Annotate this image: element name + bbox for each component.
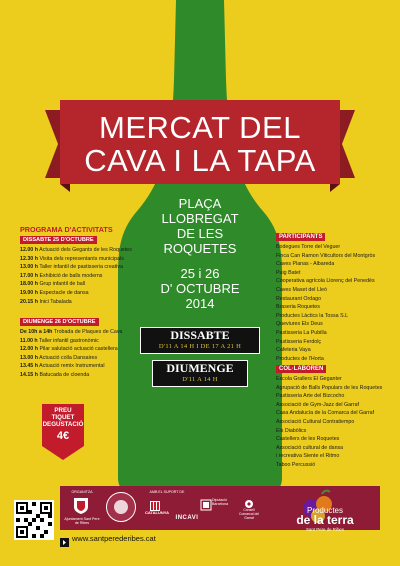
program-heading: PROGRAMA D'ACTIVITATS [20,225,113,234]
activity-time: 13.00 h [20,354,38,361]
participant-item: Caves Maset del Lleó [276,286,327,293]
productes-line-2: de la terra [296,513,354,527]
date-line-3: 2014 [185,296,215,311]
activity-item [20,345,122,354]
ticket-price: 4€ [56,429,70,442]
sunday-hours-box [152,360,248,387]
participant-item: Cooperativa agrícola Llorenç del Penedès [276,278,375,285]
collaborator-item: Castellers de les Roquetes [276,436,340,443]
location-line-3: DE LES [176,226,224,241]
activity-time: 12.00 h [20,346,38,353]
collaborator-item: Associació cultural de dansa [276,444,344,451]
roquetes-emblem-icon [106,492,136,522]
activity-text: Actuació dels Gegants de les Roquetes [37,247,132,253]
date-line-2: D' OCTUBRE [160,281,240,296]
garraf-icon [244,496,254,506]
productes-line-3: Sant Pere de Ribes [305,527,345,532]
diputacio-label: Diputació Barcelona [212,498,229,506]
link-arrow-icon [60,534,69,543]
saturday-label: DISSABTE [170,328,230,342]
productes-terra-logo [268,492,380,536]
ticket-line-1: PREU [54,407,72,414]
activity-text: Actuació remix Instrumental [37,363,105,370]
productes-line-1: Productes [306,506,344,515]
activity-text: Taller infantil gastronòmic [37,337,99,344]
activity-item [20,354,122,363]
collaborator-item: i recreativa Siente el Ritmo [276,453,340,460]
activity-item [20,280,132,289]
activity-time: 12.30 h [20,255,38,262]
activity-time: 14.15 h [20,371,38,378]
participants-list [276,243,375,363]
activity-text: Trobada de Plaques de Cava [52,329,123,335]
suport-label: AMB EL SUPORT DE [149,490,185,494]
activity-time: De 10h a 14h [20,329,53,335]
title-line-1: MERCAT DEL [99,110,301,145]
participant-item: Caves Planas - Albareda [276,261,335,268]
activity-text: Exhibició de balls moderns [37,272,103,279]
website-link[interactable]: www.santperederibes.cat [72,534,156,543]
participant-item: Braseria Roquetes [276,304,320,311]
activity-item [20,362,122,371]
garraf-label: Consell Comarcal del Garraf [239,508,259,520]
collaborator-item: Associació de Gym-Jazz del Garraf [276,401,360,408]
ticket-line-3: DEGUSTACIÓ [42,421,84,429]
date-line-1: 25 i 26 [180,266,220,281]
collaborator-item: Els Diabòlics [276,427,307,434]
saturday-hours-box [140,327,260,354]
collaborator-item: Agrupació de Balls Populars de les Roquetes [276,384,383,391]
saturday-tag: DISSABTE 25 D'OCTUBRE [20,236,97,244]
participant-item: Queviures Els Deus [276,321,323,328]
activity-item [20,328,122,337]
activity-item [20,337,122,346]
saturday-activities [20,246,132,306]
participants-heading: PARTICIPANTS [276,233,325,241]
activity-text: Actuació colla Dansaires [37,354,98,361]
sunday-activities [20,328,122,380]
location-line-4: ROQUETES [163,241,237,256]
bottle-neck [174,0,226,80]
activity-text: Grup infantil de ball [37,281,86,288]
location-line-1: PLAÇA [178,196,222,211]
activity-text: Taller infantil de pastisseria creativa [37,264,123,271]
collaborator-item: Taboo Percussió [276,461,316,468]
activity-item [20,246,132,255]
activity-text: Pilar salutació actuació castellera [37,346,118,353]
participant-item: Bodegues Torre del Veguer [276,244,341,250]
activity-time: 19.00 h [20,289,38,296]
ajuntament-shield-icon [72,497,90,515]
activity-item [20,289,132,298]
collaborator-item: Pastisseria Arte del Bizcocho [276,393,345,400]
location-line-2: LLOBREGAT [161,211,239,226]
collaborator-item: Casa Andalucía de la Comarca del Garraf [276,410,375,417]
collaborators-heading: COL·LABOREN [276,365,326,373]
activity-time: 13.00 h [20,264,38,271]
activity-time: 13.45 h [20,363,38,370]
collaborators-list [276,375,382,470]
title-line-2: CAVA I LA TAPA [84,143,316,178]
diputacio-icon [200,498,212,510]
activity-time: 18.00 h [20,281,38,288]
collaborator-item: Escola Grallers El Geganter [276,376,342,382]
activity-item [20,255,132,264]
sunday-label: DIUMENGE [166,361,234,375]
generalitat-icon [150,498,160,508]
participant-item: Pastisseria Ferdolç [276,338,322,345]
participant-item: Puig Batet [276,269,301,276]
saturday-hours: D'11 A 14 H I DE 17 A 21 H [158,343,242,350]
qr-code-icon[interactable] [14,500,54,540]
participant-item: Restaurant Ordago [276,295,322,302]
participant-item: Cafeteria Vaya [276,347,311,354]
activity-item [20,263,132,272]
ticket-line-2: TIQUET [51,414,75,422]
participant-item: Finca Can Ramon Viticultors del Montgròs [276,252,376,259]
participant-item: Productes de l'Horta [276,355,324,362]
catalunya-label: CATALUNYA [145,510,169,515]
activity-item [20,272,132,281]
incavi-label: INCAVI [175,515,199,521]
activity-time: 12.00 h [20,247,38,253]
activity-item [20,371,122,380]
activity-time: 11.00 h [20,337,38,344]
collaborator-item: Associació Cultural Contratiempo [276,418,355,425]
activity-text: Batucada de cloenda [37,371,90,378]
ticket-badge [38,402,88,462]
sunday-hours: D'11 A 14 H [182,376,218,383]
activity-time: 20.15 h [20,298,38,305]
activity-text: Inici Tabalada [37,298,72,305]
participant-item: Pastisseria La Pubilla [276,329,327,336]
sunday-tag: DIUMENGE 26 D'OCTUBRE [20,318,99,326]
organitza-label: ORGANITZA [71,490,93,494]
activity-time: 17.00 h [20,272,38,279]
ajuntament-label: Ajuntament Sant Pere de Ribes [64,517,100,525]
activity-text: Espectacle de dansa [37,289,89,296]
activity-item [20,298,132,307]
activity-text: Visita dels representants municipals [37,255,124,262]
participant-item: Productes Làctics la Tossa S.L [276,312,349,319]
